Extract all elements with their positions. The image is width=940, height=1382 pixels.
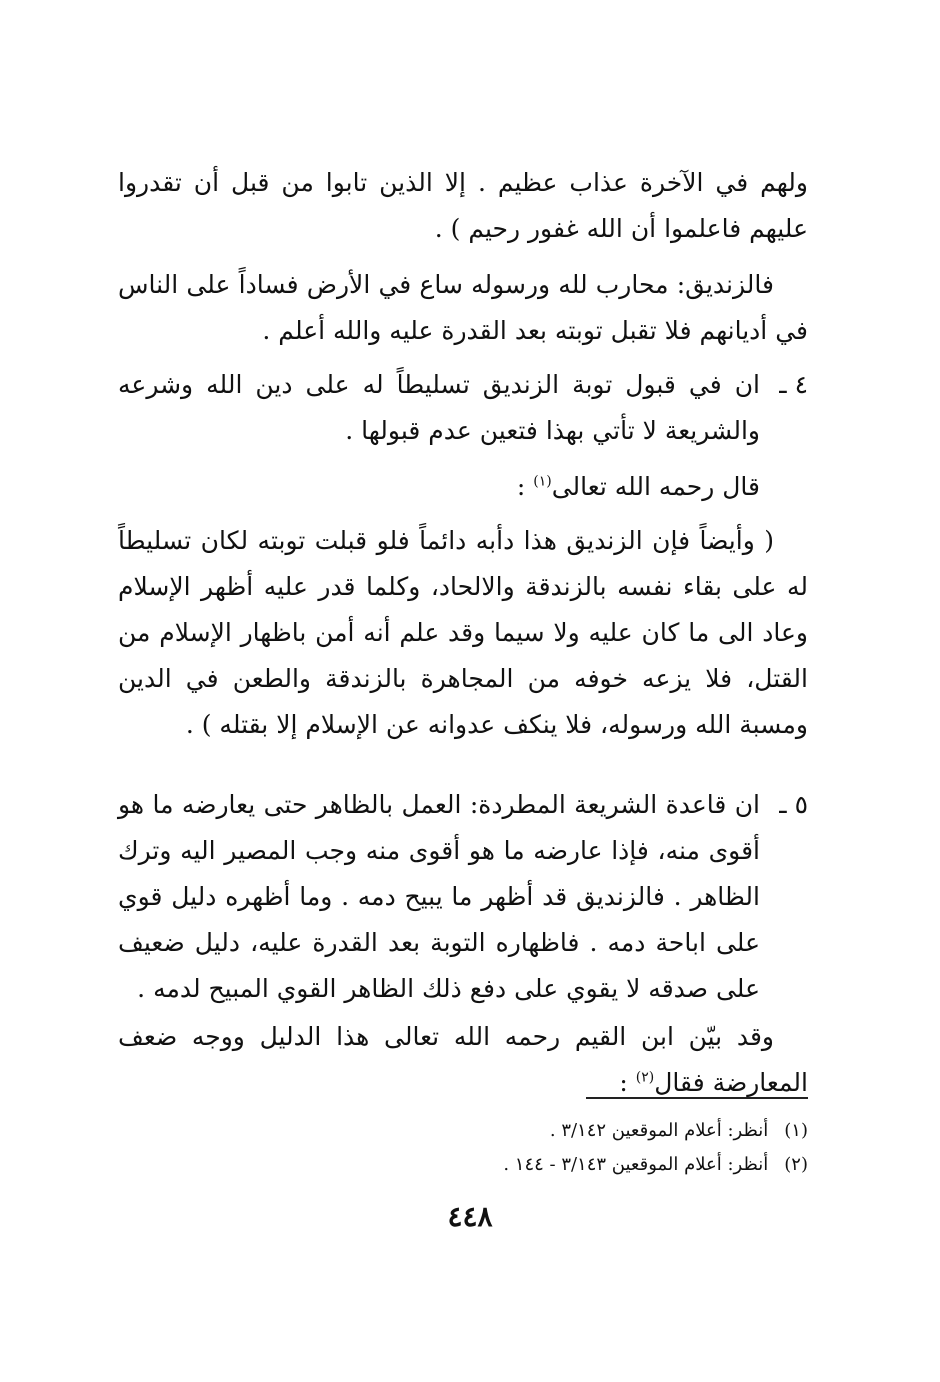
paragraph-quote-body bbox=[118, 518, 808, 748]
paragraph-zindiq-definition bbox=[118, 262, 808, 354]
footnote-text: أنظر: أعلام الموقعين ٣/١٤٣ - ١٤٤ . bbox=[503, 1154, 769, 1175]
paragraph-text: فالزنديق: محارب لله ورسوله ساع في الأرض فساداً على الناس في أديانهم فلا تقبل توبته بعد القدرة عليه والله أعلم . bbox=[118, 270, 808, 345]
point-text: ان في قبول توبة الزنديق تسليطاً له على دين الله وشرعه والشريعة لا تأتي بهذا فتعين عدم قبولها . bbox=[118, 370, 760, 445]
footnote-ref-1: (١) bbox=[533, 473, 552, 490]
footnote-ref-2: (٢) bbox=[635, 1069, 655, 1086]
footnote-2 bbox=[118, 1148, 808, 1182]
paragraph-text bbox=[118, 1014, 808, 1106]
point-text: ان قاعدة الشريعة المطردة: العمل بالظاهر حتى يعارضه ما هو أقوى منه، فإذا عارضه ما هو أقوى منه وجب المصير اليه وترك الظاهر . فالزنديق قد أظهر ما يبيح دمه . وما أظهره دليل قوي على اباحة دمه . فاظهاره التوبة بعد القدرة عليه، دليل ضعيف على صدقه لا يقوي على دفع ذلك الظاهر القوي المبيح لدمه . bbox=[118, 790, 760, 1003]
paragraph-ibn-qayyim-intro bbox=[118, 1014, 808, 1106]
quote-intro-text: قال رحمه الله تعالى bbox=[551, 472, 760, 501]
footnote-text: أنظر: أعلام الموقعين ٣/١٤٢ . bbox=[549, 1120, 769, 1141]
paragraph-text bbox=[118, 464, 760, 510]
paragraph-text: ولهم في الآخرة عذاب عظيم . إلا الذين تابوا من قبل أن تقدروا عليهم فاعلموا أن الله غفور رحيم ) . bbox=[118, 168, 808, 243]
page-number: ٤٤٨ bbox=[447, 1200, 493, 1233]
paragraph-quran-verse-end bbox=[118, 160, 808, 252]
footnote-mark: (٢) bbox=[784, 1154, 808, 1175]
footnotes bbox=[118, 1114, 808, 1182]
footnote-mark: (١) bbox=[784, 1120, 808, 1141]
ibn-qayyim-intro-text: وقد بيّن ابن القيم رحمه الله تعالى هذا الدليل ووجه ضعف المعارضة فقال bbox=[118, 1022, 808, 1097]
point-number: ٥ ـ bbox=[779, 790, 808, 819]
numbered-point-4 bbox=[118, 362, 808, 454]
numbered-point-5 bbox=[118, 782, 808, 1012]
footnote-1 bbox=[118, 1114, 808, 1148]
paragraph-text: ( وأيضاً فإن الزنديق هذا دأبه دائماً فلو قبلت توبته لكان تسليطاً له على بقاء نفسه بالزندقة والالحاد، وكلما قدر عليه أظهر الإسلام وعاد الى ما كان عليه ولا سيما وقد علم أنه أمن باظهار الإسلام من القتل، فلا يزعه خوفه من المجاهرة بالزندقة والطعن في الدين ومسبة الله ورسوله، فلا ينكف عدوانه عن الإسلام إلا بقتله ) . bbox=[118, 526, 808, 739]
ibn-qayyim-intro-colon: : bbox=[619, 1068, 636, 1097]
footnote-divider bbox=[586, 1097, 808, 1099]
point-number: ٤ ـ bbox=[779, 370, 808, 399]
paragraph-quote-intro bbox=[118, 464, 808, 510]
quote-intro-colon: : bbox=[516, 472, 534, 501]
